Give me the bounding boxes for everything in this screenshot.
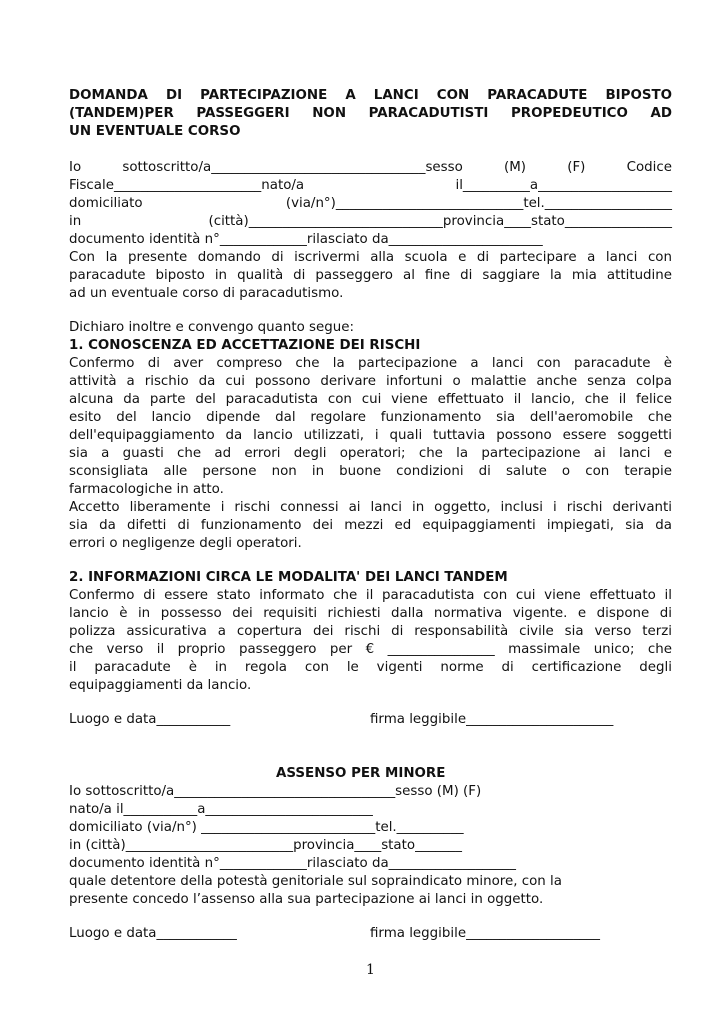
section-1-line: farmacologiche in atto. [69,482,224,497]
form-line-name: Io sottoscritto/a________________________________sesso (M) (F) Codice [69,160,672,175]
signature-field: firma leggibile______________________ [370,712,614,727]
section-2-line: che verso il proprio passeggero per € ________________ massimale unico; che [69,642,672,657]
section-1-line: alcuna da parte del paracadutista con cui viene effettuato il lancio, che il felice [69,392,672,407]
minor-form-document: documento identità n°_____________rilasciato da___________________ [69,856,516,871]
title-line-1: DOMANDA DI PARTECIPAZIONE A LANCI CON PARACADUTE BIPOSTO [69,88,672,103]
section-1-line: sia da difetti di funzionamento dei mezzi ed equipaggiamenti impiegati, sia da [69,518,672,533]
signature-field: firma leggibile____________________ [370,926,600,941]
minor-consent-heading: ASSENSO PER MINORE [276,766,446,781]
section-2-line: il paracadute è in regola con le vigenti norme di certificazione degli [69,660,672,675]
place-date-field: Luogo e data____________ [69,926,237,941]
form-line-fiscal: Fiscale______________________nato/a il__________a____________________ [69,178,672,193]
section-1-line: sia a guasti che ad errori degli operatori; che la partecipazione ai lanci e [69,446,672,461]
intro-line-1: Con la presente domando di iscrivermi alla scuola e di partecipare a lanci con [69,250,672,265]
section-1-heading: 1. CONOSCENZA ED ACCETTAZIONE DEI RISCHI [69,338,421,353]
section-1-line: Confermo di aver compreso che la partecipazione a lanci con paracadute è [69,356,672,371]
form-line-address: domiciliato (via/n°)____________________________tel.___________________ [69,196,672,211]
section-1-line: dell'equipaggiamento da lancio utilizzati, i quali tuttavia possono essere soggetti [69,428,672,443]
intro-line-3: ad un eventuale corso di paracadutismo. [69,286,344,301]
minor-form-birth: nato/a il___________a_________________________ [69,802,373,817]
page-number: 1 [366,962,375,978]
section-2-line: equipaggiamenti da lancio. [69,678,252,693]
section-2-heading: 2. INFORMAZIONI CIRCA LE MODALITA' DEI LANCI TANDEM [69,570,508,585]
form-line-document: documento identità n°_____________rilasciato da_______________________ [69,232,543,247]
section-1-line: sconsigliata alle persone non in buone condizioni di salute o con terapie [69,464,672,479]
place-date-field: Luogo e data___________ [69,712,231,727]
section-2-line: Confermo di essere stato informato che il paracadutista con cui viene effettuato il [69,588,672,603]
minor-form-name: Io sottoscritto/a_________________________________sesso (M) (F) [69,784,482,799]
declare-line: Dichiaro inoltre e convengo quanto segue: [69,320,355,335]
section-1-line: attività a rischio da cui possono derivare infortuni o malattie anche senza colpa [69,374,672,389]
section-1-line: errori o negligenze degli operatori. [69,536,302,551]
title-line-3: UN EVENTUALE CORSO [69,124,241,139]
minor-form-city: in (città)_________________________provincia____stato_______ [69,838,462,853]
section-1-line: esito del lancio dipende dal regolare funzionamento sia dell'aeromobile che [69,410,672,425]
minor-consent-line: quale detentore della potestà genitoriale sul sopraindicato minore, con la [69,874,562,889]
minor-form-address: domiciliato (via/n°) __________________________tel.__________ [69,820,464,835]
section-2-line: lancio è in possesso dei requisiti richiesti dalla normativa vigente. e dispone di [69,606,672,621]
minor-consent-line: presente concedo l’assenso alla sua partecipazione ai lanci in oggetto. [69,892,544,907]
section-1-line: Accetto liberamente i rischi connessi ai lanci in oggetto, inclusi i rischi derivanti [69,500,672,515]
title-line-2: (TANDEM)PER PASSEGGERI NON PARACADUTISTI PROPEDEUTICO AD [69,106,672,121]
section-2-line: polizza assicurativa a copertura dei rischi di responsabilità civile sia verso terzi [69,624,672,639]
form-line-city: in (città)_____________________________provincia____stato________________ [69,214,672,229]
intro-line-2: paracadute biposto in qualità di passeggero al fine di saggiare la mia attitudine [69,268,672,283]
